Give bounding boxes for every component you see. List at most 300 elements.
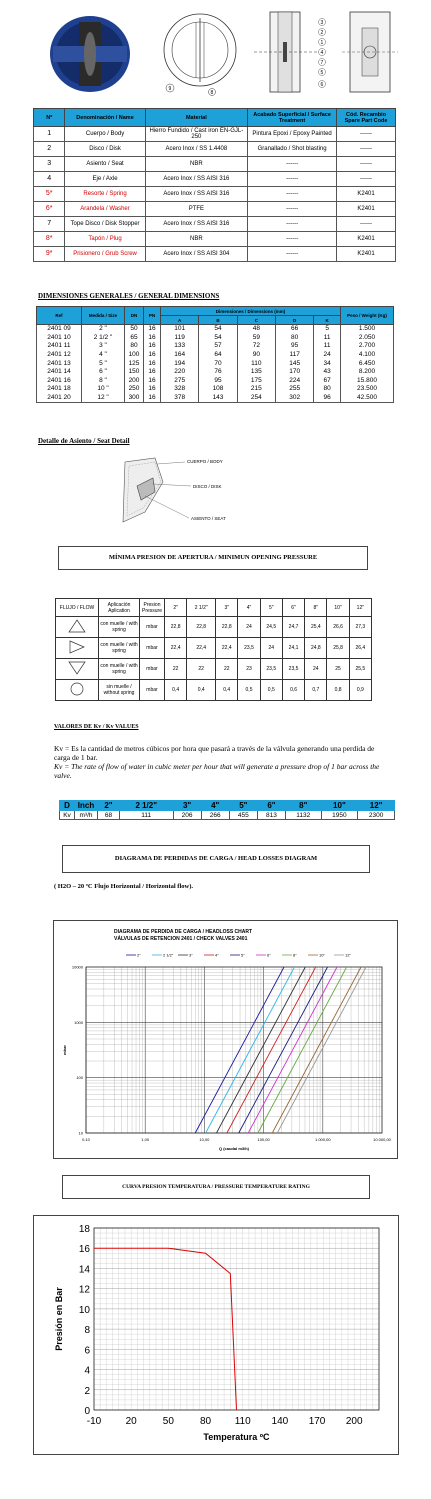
- x-tick-label: 0,10: [82, 1137, 90, 1142]
- table-row: [34, 142, 396, 157]
- legend-label: 10": [319, 952, 325, 958]
- table-cell: 11: [314, 342, 341, 351]
- table-cell: 8.200: [341, 368, 394, 377]
- table-cell: 16: [144, 385, 161, 394]
- col-k: K: [314, 316, 341, 325]
- part-spare-code: K2401: [337, 247, 396, 262]
- table-row: [34, 172, 396, 187]
- pressure-value: 0,5: [238, 680, 260, 701]
- kv-size: 10": [321, 801, 358, 811]
- part-finish: Granallado / Shot blasting: [248, 142, 337, 157]
- table-cell: 1.500: [341, 325, 394, 334]
- kv-size: 4": [201, 801, 229, 811]
- kv-description-es: Kv = Es la cantidad de metros cúbicos por hora que pasará a través de la válvula generando una perdida de carga de 1 bar.: [54, 744, 375, 762]
- table-cell: 54: [199, 325, 237, 334]
- pressure-unit: mbar: [140, 617, 165, 638]
- part-material: Acero Inox / SS 1.4408: [145, 142, 247, 157]
- table-cell: 66: [275, 325, 313, 334]
- col-flow: FLUJO / FLOW: [56, 599, 99, 617]
- table-cell: 4.100: [341, 351, 394, 360]
- part-name: Resorte / Spring: [65, 187, 145, 202]
- seat-detail-title: Detalle de Asiento / Seat Detail: [38, 437, 130, 445]
- table-row: [34, 127, 396, 142]
- table-cell: 220: [161, 368, 199, 377]
- col-dimensions: Dimensiones / Dimensions (mm): [161, 307, 341, 316]
- table-cell: 16: [144, 394, 161, 403]
- table-cell: 70: [199, 359, 237, 368]
- headloss-title: DIAGRAMA DE PERDIDAS DE CARGA / HEAD LOSSES DIAGRAM: [114, 855, 318, 862]
- table-row: [34, 247, 396, 262]
- table-cell: 175: [237, 377, 275, 386]
- col-size: 6": [282, 599, 304, 617]
- pressure-value: 24: [238, 617, 260, 638]
- part-material: PTFE: [145, 202, 247, 217]
- x-tick-label: 50: [162, 1416, 174, 1427]
- table-cell: 43: [314, 368, 341, 377]
- svg-text:2: 2: [320, 30, 324, 36]
- col-a: A: [161, 316, 199, 325]
- table-cell: 16: [144, 334, 161, 343]
- table-cell: 57: [199, 342, 237, 351]
- part-finish: ------: [248, 172, 337, 187]
- label-seat: ASIENTO / SEAT: [191, 516, 226, 521]
- pressure-unit: mbar: [140, 680, 165, 701]
- pressure-value: 24,1: [282, 638, 304, 659]
- legend-label: 6": [267, 952, 271, 958]
- x-tick-label: 1,00: [141, 1137, 150, 1142]
- col-size: 5": [260, 599, 282, 617]
- table-cell: 80: [314, 385, 341, 394]
- table-cell: 2.050: [341, 334, 394, 343]
- table-cell: 23.500: [341, 385, 394, 394]
- pressure-value: 23: [238, 659, 260, 680]
- plot-frame: [86, 967, 382, 1133]
- table-cell: 90: [237, 351, 275, 360]
- table-cell: 54: [199, 334, 237, 343]
- part-material: Acero Inox / SS AISI 304: [145, 247, 247, 262]
- y-tick-label: 1000: [74, 1019, 83, 1025]
- y-tick-label: 6: [84, 1345, 90, 1357]
- pressure-value: 0,7: [305, 680, 327, 701]
- x-tick-label: -10: [86, 1416, 102, 1427]
- part-spare-code: ------: [337, 172, 396, 187]
- part-name: Cuerpo / Body: [65, 127, 145, 142]
- kv-size: 2 1/2": [119, 801, 173, 811]
- table-cell: 5 ": [82, 359, 125, 368]
- table-row: [56, 617, 372, 638]
- part-number: 1: [34, 127, 65, 142]
- table-cell: 125: [125, 359, 144, 368]
- pressure-value: 22: [216, 659, 238, 680]
- part-name: Eje / Axle: [65, 172, 145, 187]
- table-cell: 255: [275, 385, 313, 394]
- dimensions-title: DIMENSIONES GENERALES / GENERAL DIMENSIONS: [38, 292, 220, 300]
- table-row: [37, 368, 394, 377]
- table-cell: 48: [237, 325, 275, 334]
- x-tick-label: 10,00: [199, 1137, 210, 1142]
- legend-label: 5": [241, 952, 245, 958]
- part-finish: ------: [248, 247, 337, 262]
- pressure-value: 23,5: [238, 638, 260, 659]
- valve-front-drawing: [160, 8, 240, 96]
- y-tick-label: 4: [84, 1365, 90, 1377]
- svg-text:8: 8: [210, 90, 214, 96]
- part-number: 4: [34, 172, 65, 187]
- pressure-value: 25,4: [305, 617, 327, 638]
- y-tick-label: 8: [84, 1325, 90, 1337]
- chart-subtitle: VÁLVULAS DE RETENCION 2401 / CHECK VALVES 2401: [114, 936, 248, 942]
- table-cell: 302: [275, 394, 313, 403]
- kv-value: 813: [257, 811, 285, 820]
- col-pressure: Presion Pressure: [140, 599, 165, 617]
- table-cell: 6.450: [341, 359, 394, 368]
- part-number: 8*: [34, 232, 65, 247]
- table-row: [37, 377, 394, 386]
- pressure-value: 22,4: [187, 638, 216, 659]
- x-tick-label: 20: [125, 1416, 137, 1427]
- part-spare-code: K2401: [337, 187, 396, 202]
- table-cell: 5: [314, 325, 341, 334]
- pressure-value: 27,3: [349, 617, 371, 638]
- kv-value: 111: [119, 811, 173, 820]
- pressure-value: 22: [187, 659, 216, 680]
- part-number: 6*: [34, 202, 65, 217]
- series-line: [206, 967, 295, 1133]
- y-tick-label: 18: [78, 1224, 90, 1235]
- legend-label: 2 1/2": [163, 952, 174, 958]
- col-size: 10": [327, 599, 349, 617]
- application: sin muelle / without spring: [99, 680, 140, 701]
- kv-value: 455: [229, 811, 257, 820]
- kv-size: 2": [98, 801, 120, 811]
- table-cell: 10 ": [82, 385, 125, 394]
- pressure-unit: mbar: [140, 638, 165, 659]
- part-number: 5*: [34, 187, 65, 202]
- part-material: Acero Inox / SS AISI 316: [145, 187, 247, 202]
- y-tick-label: 14: [78, 1264, 90, 1276]
- table-cell: 164: [161, 351, 199, 360]
- table-cell: 95: [199, 377, 237, 386]
- table-cell: 34: [314, 359, 341, 368]
- pressure-value: 22,8: [165, 617, 187, 638]
- table-cell: 250: [125, 385, 144, 394]
- col-weight: Peso / Weight (Kg): [341, 307, 394, 325]
- series-line: [248, 967, 337, 1133]
- table-cell: 2 ": [82, 325, 125, 334]
- table-cell: 16: [144, 342, 161, 351]
- table-cell: 15.800: [341, 377, 394, 386]
- part-finish: ------: [248, 202, 337, 217]
- pressure-value: 26,6: [327, 617, 349, 638]
- table-cell: 300: [125, 394, 144, 403]
- table-cell: 72: [237, 342, 275, 351]
- table-cell: 110: [237, 359, 275, 368]
- table-cell: 16: [144, 368, 161, 377]
- y-axis-label: mbar: [62, 1045, 67, 1055]
- y-tick-label: 16: [78, 1244, 90, 1256]
- part-material: Acero Inox / SS AISI 316: [145, 172, 247, 187]
- kv-size: 5": [229, 801, 257, 811]
- application: con muelle / with spring: [99, 617, 140, 638]
- part-name: Arandela / Washer: [65, 202, 145, 217]
- table-cell: 42.500: [341, 394, 394, 403]
- table-cell: 133: [161, 342, 199, 351]
- table-cell: 2401 14: [37, 368, 82, 377]
- x-tick-label: 80: [199, 1416, 212, 1427]
- kv-col-d: D: [60, 801, 75, 811]
- opening-pressure-table: [55, 598, 372, 701]
- kv-size: 6": [257, 801, 285, 811]
- table-cell: 224: [275, 377, 313, 386]
- legend-label: 2": [137, 952, 141, 958]
- col-size: 2 1/2": [187, 599, 216, 617]
- table-cell: 2401 16: [37, 377, 82, 386]
- x-tick-label: 1.000,00: [315, 1137, 331, 1142]
- kv-label: Kv: [60, 811, 75, 820]
- table-cell: 117: [275, 351, 313, 360]
- col-size: 12": [349, 599, 371, 617]
- table-row: [37, 351, 394, 360]
- table-cell: 101: [161, 325, 199, 334]
- table-cell: 145: [275, 359, 313, 368]
- series-line: [272, 967, 361, 1133]
- col-number: Nº: [34, 109, 65, 127]
- y-tick-label: 0: [84, 1406, 90, 1417]
- col-size: 8": [305, 599, 327, 617]
- table-cell: 6 ": [82, 368, 125, 377]
- part-material: Acero Inox / SS AISI 316: [145, 217, 247, 232]
- table-row: [34, 202, 396, 217]
- table-cell: 12 ": [82, 394, 125, 403]
- table-row: [56, 659, 372, 680]
- pressure-title: MÍNIMA PRESION DE APERTURA / MINIMUN OPENING PRESSURE: [108, 554, 318, 561]
- table-row: [34, 232, 396, 247]
- table-row: [37, 394, 394, 403]
- y-axis-label: Presión en Bar: [54, 1287, 64, 1351]
- table-cell: 16: [144, 325, 161, 334]
- pressure-value: 0,8: [327, 680, 349, 701]
- pressure-value: 25,5: [349, 659, 371, 680]
- series-line: [277, 967, 366, 1133]
- pressure-value: 25: [327, 659, 349, 680]
- table-cell: 2 1/2 ": [82, 334, 125, 343]
- svg-text:7: 7: [320, 60, 324, 66]
- kv-title: VALORES DE Kv / Kv VALUES: [54, 724, 139, 730]
- col-c: C: [237, 316, 275, 325]
- table-cell: 80: [125, 342, 144, 351]
- pressure-value: 25,8: [327, 638, 349, 659]
- table-cell: 100: [125, 351, 144, 360]
- legend-label: 12": [345, 952, 351, 958]
- x-tick-label: 140: [271, 1416, 289, 1427]
- table-cell: 80: [275, 334, 313, 343]
- pressure-value: 0,9: [349, 680, 371, 701]
- label-body: CUERPO / BODY: [187, 459, 223, 464]
- headloss-chart: [53, 920, 398, 1159]
- col-pn: PN: [144, 307, 161, 325]
- pressure-value: 22,8: [187, 617, 216, 638]
- table-cell: 11: [314, 334, 341, 343]
- x-axis-label: Q (caudal m3/h): [218, 1146, 250, 1151]
- svg-text:9: 9: [168, 86, 172, 92]
- series-line: [239, 967, 328, 1133]
- table-cell: 108: [199, 385, 237, 394]
- legend-label: 8": [293, 952, 297, 958]
- x-tick-label: 10.000,00: [373, 1137, 391, 1142]
- table-row: [56, 680, 372, 701]
- col-size: Medida / Size: [82, 307, 125, 325]
- table-cell: 76: [199, 368, 237, 377]
- table-cell: 24: [314, 351, 341, 360]
- part-finish: Pintura Epoxi / Epoxy Painted: [248, 127, 337, 142]
- table-cell: 2401 10: [37, 334, 82, 343]
- table-row: [37, 385, 394, 394]
- pressure-value: 22,8: [216, 617, 238, 638]
- table-cell: 328: [161, 385, 199, 394]
- pressure-value: 0,5: [260, 680, 282, 701]
- pressure-value: 0,4: [165, 680, 187, 701]
- svg-text:6: 6: [320, 82, 324, 88]
- part-name: Tope Disco / Disk Stopper: [65, 217, 145, 232]
- part-spare-code: K2401: [337, 232, 396, 247]
- valve-section-drawing: [250, 8, 335, 96]
- table-cell: 2401 18: [37, 385, 82, 394]
- col-dn: DN: [125, 307, 144, 325]
- kv-unit: m³/h: [75, 811, 98, 820]
- part-material: Hierro Fundido / Cast iron EN-GJL-250: [145, 127, 247, 142]
- col-b: B: [199, 316, 237, 325]
- kv-value: 1132: [286, 811, 322, 820]
- kv-value: 1950: [321, 811, 358, 820]
- pressure-value: 22,4: [165, 638, 187, 659]
- x-axis-label: Temperatura ºC: [203, 1432, 270, 1442]
- pressure-value: 24,8: [305, 638, 327, 659]
- part-name: Disco / Disk: [65, 142, 145, 157]
- table-cell: 96: [314, 394, 341, 403]
- x-tick-label: 100,00: [257, 1137, 270, 1142]
- table-cell: 170: [275, 368, 313, 377]
- dimensions-table: [36, 306, 394, 403]
- y-tick-label: 10: [78, 1304, 90, 1316]
- table-cell: 64: [199, 351, 237, 360]
- table-cell: 143: [199, 394, 237, 403]
- kv-value: 266: [201, 811, 229, 820]
- y-tick-label: 10000: [71, 964, 83, 970]
- table-row: [37, 325, 394, 334]
- part-spare-code: K2401: [337, 202, 396, 217]
- part-finish: ------: [248, 232, 337, 247]
- svg-text:3: 3: [320, 20, 324, 26]
- table-cell: 215: [237, 385, 275, 394]
- part-material: NBR: [145, 157, 247, 172]
- part-finish: ------: [248, 217, 337, 232]
- pressure-value: 0,4: [187, 680, 216, 701]
- col-d: D: [275, 316, 313, 325]
- part-spare-code: ------: [337, 157, 396, 172]
- table-cell: 59: [237, 334, 275, 343]
- table-cell: 16: [144, 359, 161, 368]
- kv-value: 68: [98, 811, 120, 820]
- pressure-value: 24,5: [260, 617, 282, 638]
- flow-circle-icon: [56, 680, 99, 701]
- table-cell: 4 ": [82, 351, 125, 360]
- table-row: [37, 342, 394, 351]
- y-tick-label: 100: [76, 1075, 83, 1081]
- legend-label: 3": [189, 952, 193, 958]
- col-material: Material: [145, 109, 247, 127]
- pressure-value: 23,5: [282, 659, 304, 680]
- kv-description-en: Kv = The rate of flow of water in cubic meter per hour that will generate a pressure drop of 1 bar across the valve.: [54, 762, 380, 780]
- y-tick-label: 12: [78, 1284, 90, 1296]
- y-tick-label: 10: [78, 1130, 83, 1136]
- pressure-value: 24: [260, 638, 282, 659]
- table-cell: 2401 13: [37, 359, 82, 368]
- pt-chart: [33, 1215, 399, 1455]
- table-cell: 8 ": [82, 377, 125, 386]
- y-tick-label: 2: [84, 1385, 90, 1397]
- table-cell: 378: [161, 394, 199, 403]
- table-row: [34, 217, 396, 232]
- table-cell: 150: [125, 368, 144, 377]
- pt-title-box: [62, 1175, 370, 1199]
- part-spare-code: ------: [337, 142, 396, 157]
- table-cell: 3 ": [82, 342, 125, 351]
- table-cell: 2.700: [341, 342, 394, 351]
- table-row: [56, 638, 372, 659]
- col-spare-code: Cód. Recambio Spare Part Code: [337, 109, 396, 127]
- pressure-value: 24: [305, 659, 327, 680]
- headloss-title-box: [62, 845, 370, 873]
- svg-text:5: 5: [320, 70, 324, 76]
- x-tick-label: 200: [345, 1416, 363, 1427]
- table-cell: 16: [144, 351, 161, 360]
- kv-size: 8": [286, 801, 322, 811]
- col-ref: Ref: [37, 307, 82, 325]
- kv-size: 3": [173, 801, 201, 811]
- legend-label: 4": [215, 952, 219, 958]
- pressure-value: 22,4: [216, 638, 238, 659]
- application: con muelle / with spring: [99, 659, 140, 680]
- table-cell: 16: [144, 377, 161, 386]
- seat-detail-drawing: [115, 452, 275, 532]
- part-spare-code: ------: [337, 127, 396, 142]
- valve-product-photo: [45, 8, 135, 93]
- headloss-conditions: ( H2O – 20 ºC Flujo Horizontal / Horizontal flow).: [54, 883, 193, 890]
- col-name: Denominación / Name: [65, 109, 145, 127]
- table-cell: 194: [161, 359, 199, 368]
- col-size: 4": [238, 599, 260, 617]
- table-cell: 200: [125, 377, 144, 386]
- x-tick-label: 110: [234, 1416, 251, 1427]
- materials-table: [33, 108, 396, 262]
- chart-title: DIAGRAMA DE PERDIDA DE CARGA / HEADLOSS CHART: [114, 929, 253, 935]
- flow-triangle-up-icon: [56, 617, 99, 638]
- pressure-value: 23,5: [260, 659, 282, 680]
- table-cell: 119: [161, 334, 199, 343]
- valve-side-drawing: [340, 8, 400, 96]
- col-surface-treatment: Acabado Superficial / Surface Treatment: [248, 109, 337, 127]
- kv-col-inch: Inch: [75, 801, 98, 811]
- table-cell: 275: [161, 377, 199, 386]
- part-material: NBR: [145, 232, 247, 247]
- part-name: Tapón / Plug: [65, 232, 145, 247]
- table-row: [34, 157, 396, 172]
- pt-title: CURVA PRESION TEMPERATURA / PRESSURE TEMPERATURE RATING: [122, 1184, 310, 1190]
- col-size: 2": [165, 599, 187, 617]
- pressure-value: 22: [165, 659, 187, 680]
- col-application: Aplicación Aplication: [99, 599, 140, 617]
- table-row: [34, 187, 396, 202]
